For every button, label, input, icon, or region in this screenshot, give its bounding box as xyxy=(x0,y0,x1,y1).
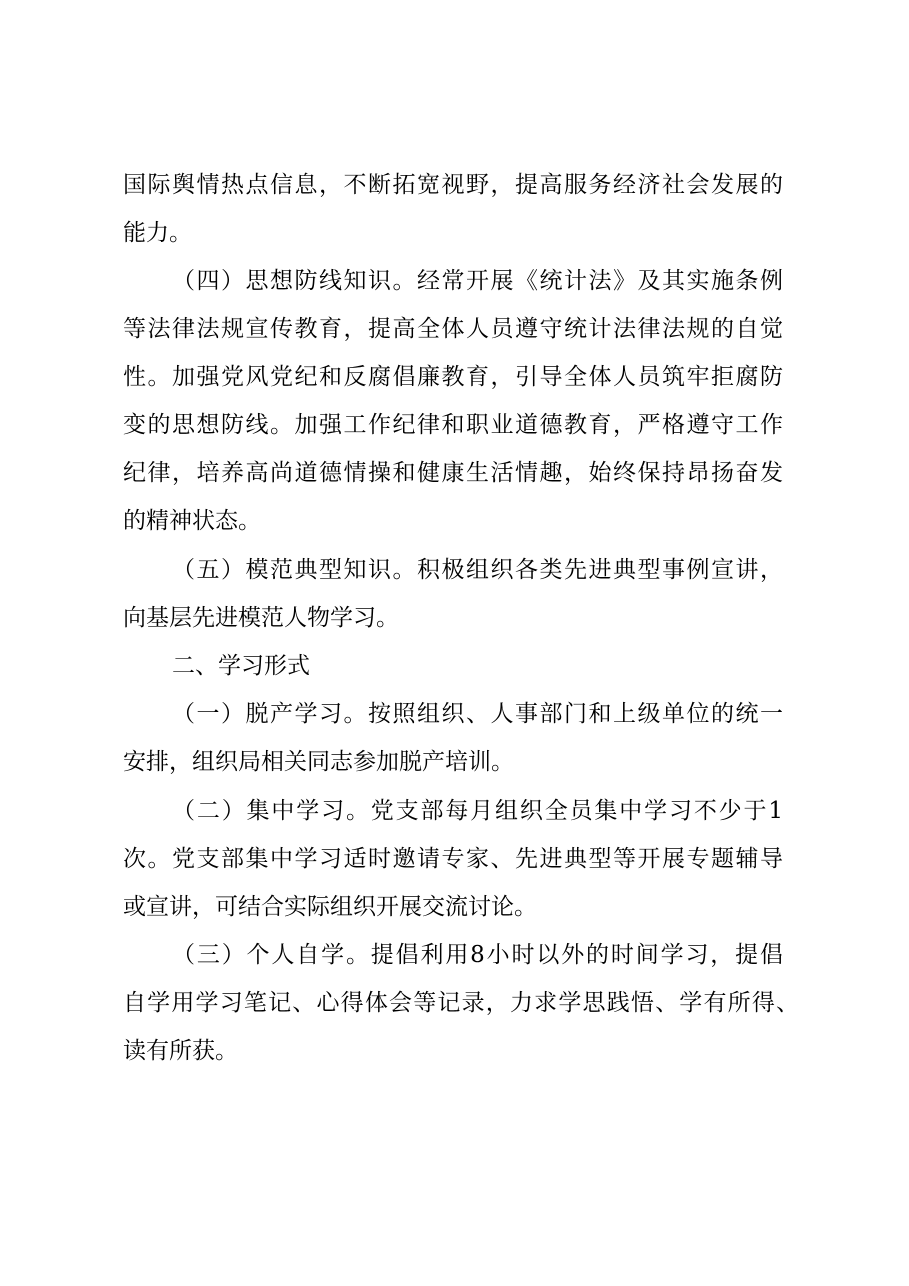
text-line: 读有所获。 xyxy=(123,1038,238,1064)
text-line: （四）思想防线知识。经常开展《统计法》及其实施条例 xyxy=(172,268,783,294)
text-line: 次。党支部集中学习适时邀请专家、先进典型等开展专题辅导 xyxy=(123,846,783,872)
text-line: 或宣讲，可结合实际组织开展交流讨论。 xyxy=(123,894,537,920)
text-line: 自学用学习笔记、心得体会等记录，力求学思践悟、学有所得、 xyxy=(123,990,799,1016)
section-heading: 二、学习形式 xyxy=(172,653,310,679)
text-line: 的精神状态。 xyxy=(123,508,261,534)
text-line: （三）个人自学。提倡利用8小时以外的时间学习，提倡 xyxy=(172,942,783,968)
text-line: 等法律法规宣传教育，提高全体人员遵守统计法律法规的自觉 xyxy=(123,316,783,342)
text-line: 向基层先进模范人物学习。 xyxy=(123,605,399,631)
text-line: （一）脱产学习。按照组织、人事部门和上级单位的统一 xyxy=(172,701,783,727)
text-line: 性。加强党风党纪和反腐倡廉教育，引导全体人员筑牢拒腐防 xyxy=(123,364,783,390)
text-line: 纪律，培养高尚道德情操和健康生活情趣，始终保持昂扬奋发 xyxy=(123,460,783,486)
text-line: 变的思想防线。加强工作纪律和职业道德教育，严格遵守工作 xyxy=(123,412,783,438)
text-line: 国际舆情热点信息，不断拓宽视野，提高服务经济社会发展的 xyxy=(123,172,783,198)
text-line: 安排，组织局相关同志参加脱产培训。 xyxy=(123,749,514,775)
text-line: 能力。 xyxy=(123,220,192,246)
text-line: （五）模范典型知识。积极组织各类先进典型事例宣讲， xyxy=(172,557,783,583)
text-line: （二）集中学习。党支部每月组织全员集中学习不少于1 xyxy=(172,798,783,824)
